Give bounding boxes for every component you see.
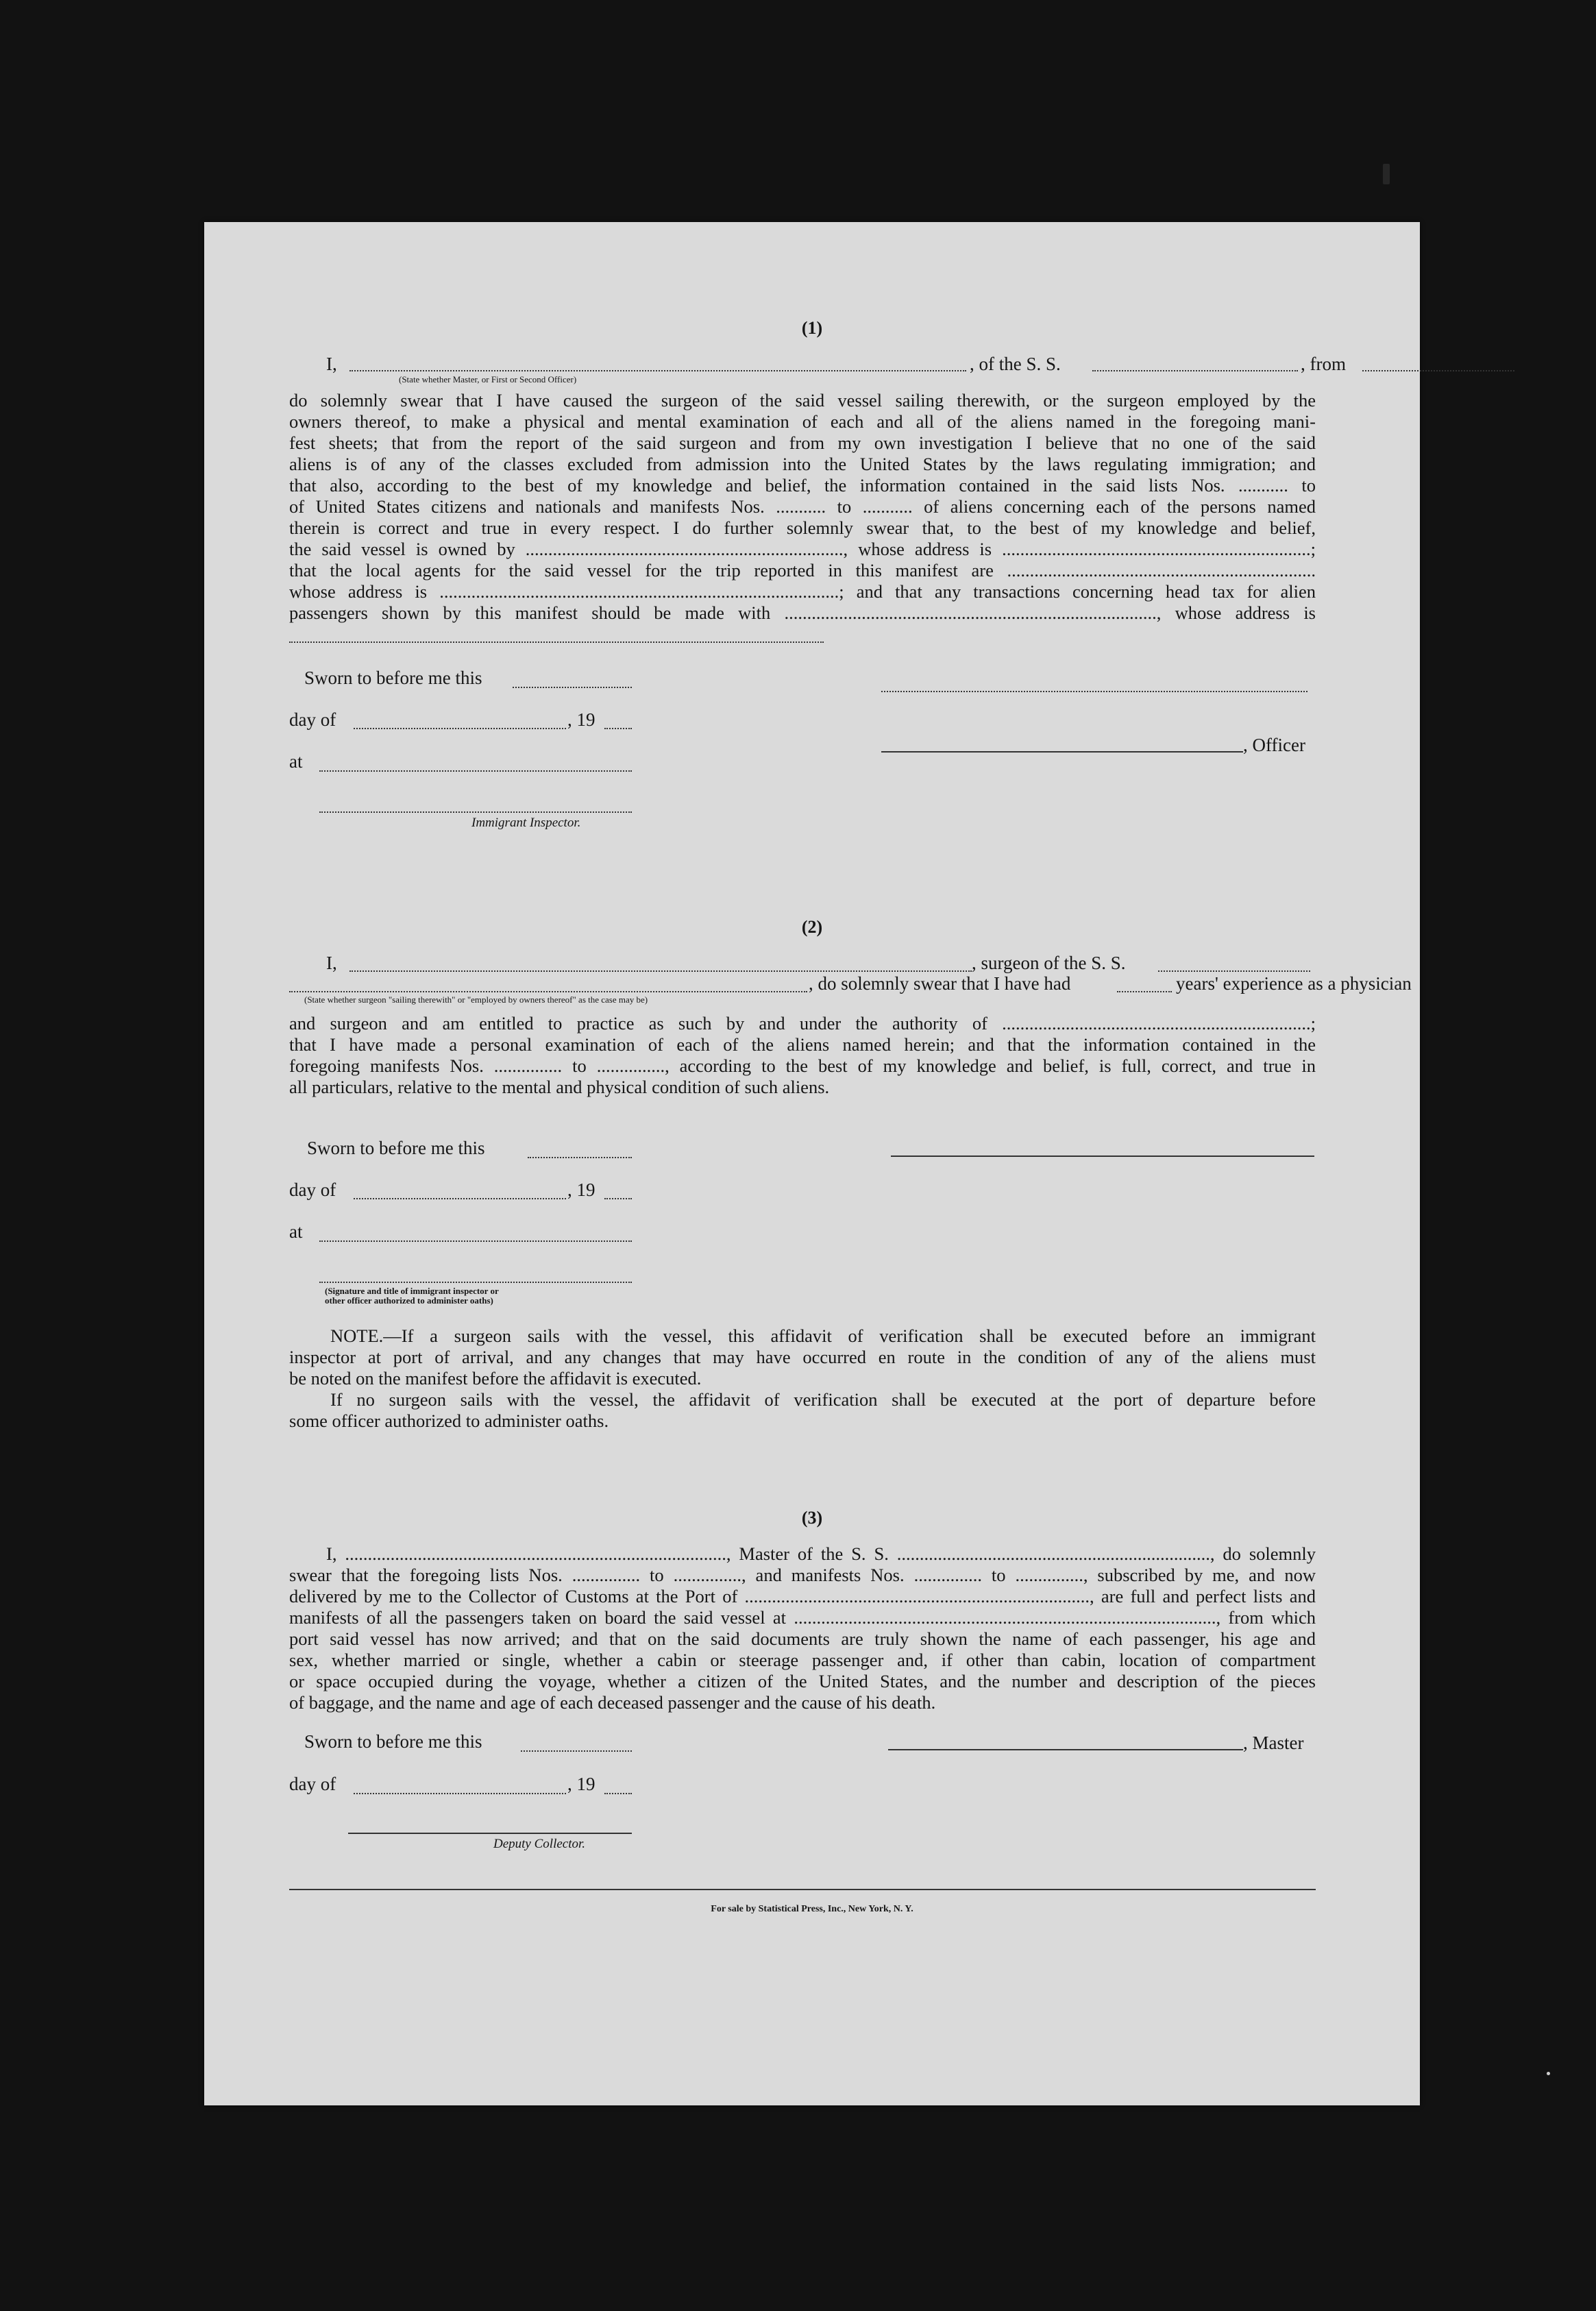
scan-speck <box>1383 164 1390 184</box>
years-experience-field[interactable] <box>1117 991 1172 992</box>
note-line: be noted on the manifest before the affidavit is executed. <box>289 1368 702 1389</box>
from-port-field[interactable] <box>1362 370 1514 371</box>
year-label-2: , 19 <box>567 1179 596 1200</box>
signature-note-2: other officer authorized to administer oaths) <box>325 1295 493 1306</box>
section-1-line: passengers shown by this manifest should be made with .................................................................................., whose address is <box>289 602 1316 623</box>
section-1-line: owners thereof, to make a physical and mental examination of each and all of the aliens named in the foregoing mani- <box>289 411 1316 432</box>
section-3-line: I, ...................................................................................., Master of the S. S. ....................................................................., do solemnly <box>326 1543 1316 1564</box>
scan-speck <box>1547 2072 1550 2075</box>
section-1-line: that the local agents for the said vessel for the trip reported in this manifest are .................................................................... <box>289 560 1316 580</box>
footer-divider <box>289 1889 1316 1890</box>
years-experience-label: years' experience as a physician <box>1176 973 1412 994</box>
day-of-field-1[interactable] <box>354 728 566 729</box>
surgeon-name-field[interactable] <box>349 970 972 972</box>
master-signature-line[interactable] <box>888 1749 1243 1750</box>
at-label-2: at <box>289 1221 303 1242</box>
at-place-field-2[interactable] <box>319 1240 632 1242</box>
master-label: , Master <box>1243 1733 1304 1753</box>
sworn-label-2: Sworn to before me this <box>307 1138 485 1158</box>
sworn-date-field-2[interactable] <box>528 1157 632 1158</box>
section-1-line: do solemnly swear that I have caused the surgeon of the said vessel sailing therewith, or the surgeon employed by the <box>289 390 1316 411</box>
vessel-name-field[interactable] <box>1092 370 1298 371</box>
section-2-line: all particulars, relative to the mental and physical condition of such aliens. <box>289 1077 830 1097</box>
officer-label: , Officer <box>1243 735 1305 755</box>
sworn-label-3: Sworn to before me this <box>304 1731 482 1752</box>
at-place-field-1[interactable] <box>319 770 632 772</box>
deputy-collector-label: Deputy Collector. <box>493 1837 586 1851</box>
sworn-date-field-3[interactable] <box>521 1750 632 1752</box>
note-line: If no surgeon sails with the vessel, the affidavit of verification shall be executed at the port of departure before <box>330 1389 1316 1410</box>
section-1-line: whose address is ........................................................................................; and that any transactions concerning head tax for alien <box>289 581 1316 602</box>
section-3-heading: (3) <box>801 1508 823 1528</box>
surgeon-swear-label: , do solemnly swear that I have had <box>809 973 1071 994</box>
immigrant-inspector-label: Immigrant Inspector. <box>471 816 581 830</box>
surgeon-vessel-field[interactable] <box>1158 970 1310 972</box>
section-2-line: and surgeon and am entitled to practice as such by and under the authority of ....................................................................; <box>289 1013 1316 1034</box>
printer-imprint: For sale by Statistical Press, Inc., New York, N. Y. <box>711 1904 913 1914</box>
surgeon-i-label: I, <box>326 953 337 973</box>
section-1-line: fest sheets; that from the report of the said surgeon and from my own investigation I believe that no one of the said <box>289 432 1316 453</box>
section-3-line: of baggage, and the name and age of each deceased passenger and the cause of his death. <box>289 1692 936 1713</box>
section-1-line: of United States citizens and nationals and manifests Nos. ........... to ........... of aliens concerning each of the persons named <box>289 496 1316 517</box>
affiant-i-label: I, <box>326 354 337 374</box>
section-3-line: sex, whether married or single, whether a cabin or steerage passenger and, if other than cabin, location of compartment <box>289 1650 1316 1670</box>
year-field-1[interactable] <box>604 728 632 729</box>
section-3-line: delivered by me to the Collector of Customs at the Port of ............................................................................, are full and perfect lists and <box>289 1586 1316 1606</box>
deputy-collector-signature-line[interactable] <box>348 1833 632 1834</box>
affiant-name-field[interactable] <box>349 370 966 371</box>
sworn-date-field-1[interactable] <box>513 687 632 688</box>
inspector-signature-line[interactable] <box>319 811 632 813</box>
section-3-line: port said vessel has now arrived; and that on the said documents are truly shown the name of each passenger, his age and <box>289 1628 1316 1649</box>
note-line: some officer authorized to administer oaths. <box>289 1410 609 1431</box>
day-of-label-1: day of <box>289 709 336 730</box>
section-2-line: that I have made a personal examination of each of the aliens named herein; and that the information contained in the <box>289 1034 1316 1055</box>
section-1-line: the said vessel is owned by ......................................................................, whose address is ....................................................................; <box>289 539 1316 559</box>
officer-signature-line[interactable] <box>881 751 1243 753</box>
note-line: inspector at port of arrival, and any changes that may have occurred en route in the condition of any of the aliens must <box>289 1347 1316 1367</box>
section-3-line: manifests of all the passengers taken on board the said vessel at ............................................................................................., from which <box>289 1607 1316 1628</box>
day-of-label-3: day of <box>289 1774 336 1794</box>
section-1-line: therein is correct and true in every respect. I do further solemnly swear that, to the best of my knowledge and belief, <box>289 517 1316 538</box>
officer-rank-note: (State whether Master, or First or Second Officer) <box>399 374 577 384</box>
section-1-line: aliens is of any of the classes excluded from admission into the United States by the laws regulating immigration; and <box>289 454 1316 474</box>
day-of-label-2: day of <box>289 1179 336 1200</box>
section-1-heading: (1) <box>801 318 823 338</box>
surgeon-of-ss-label: , surgeon of the S. S. <box>972 953 1126 973</box>
day-of-field-3[interactable] <box>354 1793 566 1794</box>
of-ss-label: , of the S. S. <box>970 354 1061 374</box>
signature-note-1: (Signature and title of immigrant inspector or <box>325 1286 499 1296</box>
from-label: , from <box>1301 354 1346 374</box>
sworn-label-1: Sworn to before me this <box>304 668 482 688</box>
day-of-field-2[interactable] <box>354 1198 566 1199</box>
surgeon-signature-line[interactable] <box>891 1156 1314 1157</box>
section-2-heading: (2) <box>801 917 823 937</box>
section-3-line: or space occupied during the voyage, whether a citizen of the United States, and the number and description of the pieces <box>289 1671 1316 1691</box>
note-line: NOTE.—If a surgeon sails with the vessel, this affidavit of verification shall be executed before an immigrant <box>330 1325 1316 1346</box>
manifest-affidavit-page <box>204 222 1420 2105</box>
at-label-1: at <box>289 751 303 772</box>
year-field-2[interactable] <box>604 1198 632 1199</box>
year-field-3[interactable] <box>604 1793 632 1794</box>
year-label-1: , 19 <box>567 709 596 730</box>
officer-name-field[interactable] <box>881 691 1308 692</box>
agent-address-field[interactable] <box>289 641 824 643</box>
year-label-3: , 19 <box>567 1774 596 1794</box>
section-3-line: swear that the foregoing lists Nos. ............... to ..............., and manifests Nos. ............... to ..............., subscribed by me, and now <box>289 1565 1316 1585</box>
section-2-line: foregoing manifests Nos. ............... to ..............., according to the best of my knowledge and belief, is full, correct, and true in <box>289 1055 1316 1076</box>
surgeon-status-note: (State whether surgeon "sailing therewith" or "employed by owners thereof" as the case may be) <box>304 994 648 1005</box>
surgeon-status-field[interactable] <box>289 991 807 992</box>
section-1-line: that also, according to the best of my knowledge and belief, the information contained in the said lists Nos. ........... to <box>289 475 1316 496</box>
oath-officer-signature-line[interactable] <box>319 1282 632 1283</box>
